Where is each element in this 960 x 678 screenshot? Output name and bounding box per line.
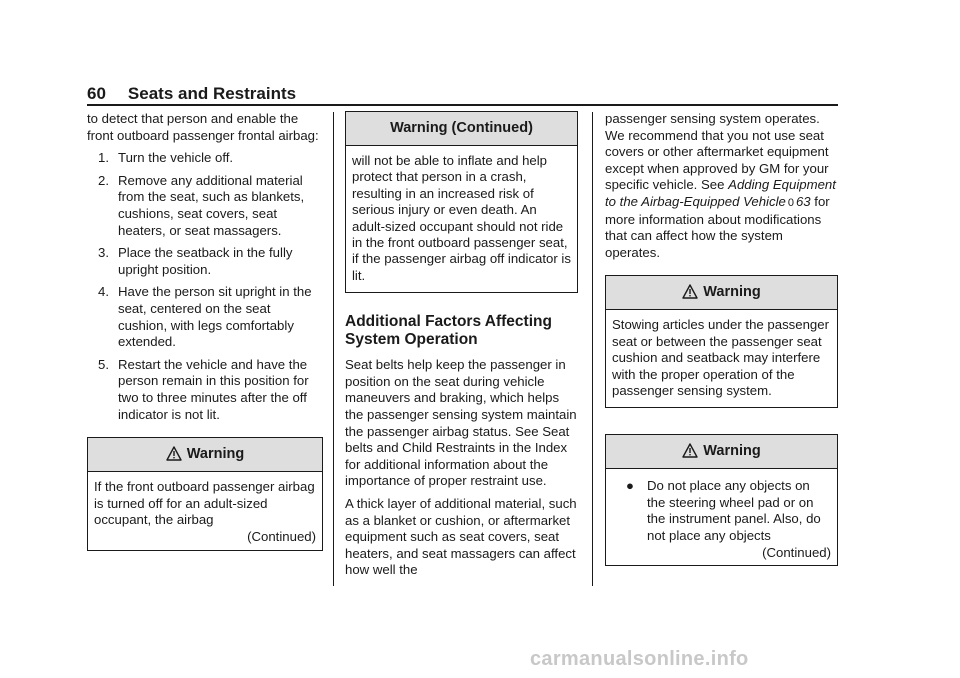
intro-paragraph: to detect that person and enable the front outboard passenger frontal airbag: xyxy=(87,111,319,143)
step-number: 4. xyxy=(98,284,109,300)
bullet-icon: ● xyxy=(626,478,634,494)
warning-icon xyxy=(682,443,698,458)
warning-title: Warning xyxy=(186,446,245,463)
warning-header xyxy=(606,276,837,310)
paragraph: A thick layer of additional material, such as a blanket or cushion, or aftermarket equipment such as seat covers, seat heaters, and seat massagers can affect how well the xyxy=(345,496,577,578)
column-3 xyxy=(605,111,838,566)
list-item xyxy=(612,478,831,544)
warning-body xyxy=(88,472,322,550)
warning-header xyxy=(346,112,577,146)
cross-reference-link[interactable]: Adding Equipment to the Airbag-Equipped Vehicle xyxy=(605,177,836,209)
step-number: 2. xyxy=(98,172,109,188)
column-2 xyxy=(345,111,578,585)
warning-title: Warning xyxy=(703,443,761,460)
warning-text: will not be able to inflate and help protect that person in a crash, resulting in an increased risk of serious injury or even death. An adult-sized occupant should not ride in the front outboard passenger seat, if the passenger airbag off indicator is lit. xyxy=(352,153,571,283)
step-text: Have the person sit upright in the seat, centered on the seat cushion, with legs comfortably extended. xyxy=(118,284,312,350)
warning-icon xyxy=(166,446,182,461)
bullet-text: Do not place any objects on the steering wheel pad or on the instrument panel. Also, do not place any objects xyxy=(647,478,821,543)
warning-header xyxy=(606,435,837,469)
warning-box xyxy=(87,437,323,551)
step-text: Restart the vehicle and have the person remain in this position for two to three minutes after the off indicator is not lit. xyxy=(118,356,309,422)
paragraph-text: for more information about modifications that can affect how the system operates. xyxy=(605,193,830,260)
warning-box xyxy=(605,275,838,408)
paragraph-text: passenger sensing system operates. We recommend that you not use seat covers or other aftermarket equipment except when approved by GM for your specific vehicle. See xyxy=(605,111,829,193)
list-item xyxy=(87,357,323,423)
column-divider xyxy=(592,112,593,586)
warning-icon xyxy=(682,284,698,299)
column-1 xyxy=(87,111,323,551)
continued-label: (Continued) xyxy=(762,545,831,560)
page-number: 60 xyxy=(87,84,106,103)
step-number: 3. xyxy=(98,245,109,261)
step-number: 1. xyxy=(98,150,109,166)
steps-list xyxy=(87,150,323,423)
warning-body xyxy=(606,310,837,407)
column-divider xyxy=(333,112,334,586)
warning-text: Stowing articles under the passenger seat or between the passenger seat cushion and seatback may interfere with the proper operation of the passenger sensing system. xyxy=(612,317,829,398)
list-item xyxy=(87,150,323,167)
continued-label: (Continued) xyxy=(247,529,316,545)
warning-header xyxy=(88,438,322,472)
warning-title: Warning (Continued) xyxy=(390,120,533,136)
list-item xyxy=(87,284,323,350)
warning-body xyxy=(606,469,837,565)
chapter-title: Seats and Restraints xyxy=(127,84,297,103)
paragraph xyxy=(605,111,838,261)
step-number: 5. xyxy=(98,356,109,372)
warning-text: If the front outboard passenger airbag is turned off for an adult-sized occupant, the airbag xyxy=(94,479,315,527)
step-text: Remove any additional material from the seat, such as blankets, cushions, seat covers, seat heaters, or seat massagers. xyxy=(118,172,305,238)
warning-box xyxy=(605,434,838,566)
page-header xyxy=(87,84,838,106)
warning-box xyxy=(345,111,578,293)
step-text: Place the seatback in the fully upright position. xyxy=(118,245,293,277)
warning-body xyxy=(346,146,577,292)
warning-title: Warning xyxy=(703,284,761,301)
page-reference-icon: 0 xyxy=(787,196,794,209)
list-item xyxy=(87,245,323,278)
page-reference[interactable]: 63 xyxy=(795,193,811,209)
paragraph: Seat belts help keep the passenger in position on the seat during vehicle maneuvers and braking, which helps the passenger sensing system maintain the passenger airbag status. See Seat belts and Child Restraints in the Index for additional information about the importance of proper restraint use. xyxy=(345,357,577,489)
step-text: Turn the vehicle off. xyxy=(118,150,234,166)
section-title: Additional Factors Affecting System Operation xyxy=(345,313,552,349)
watermark: carmanualsonline.info xyxy=(530,648,749,670)
list-item xyxy=(87,173,323,239)
